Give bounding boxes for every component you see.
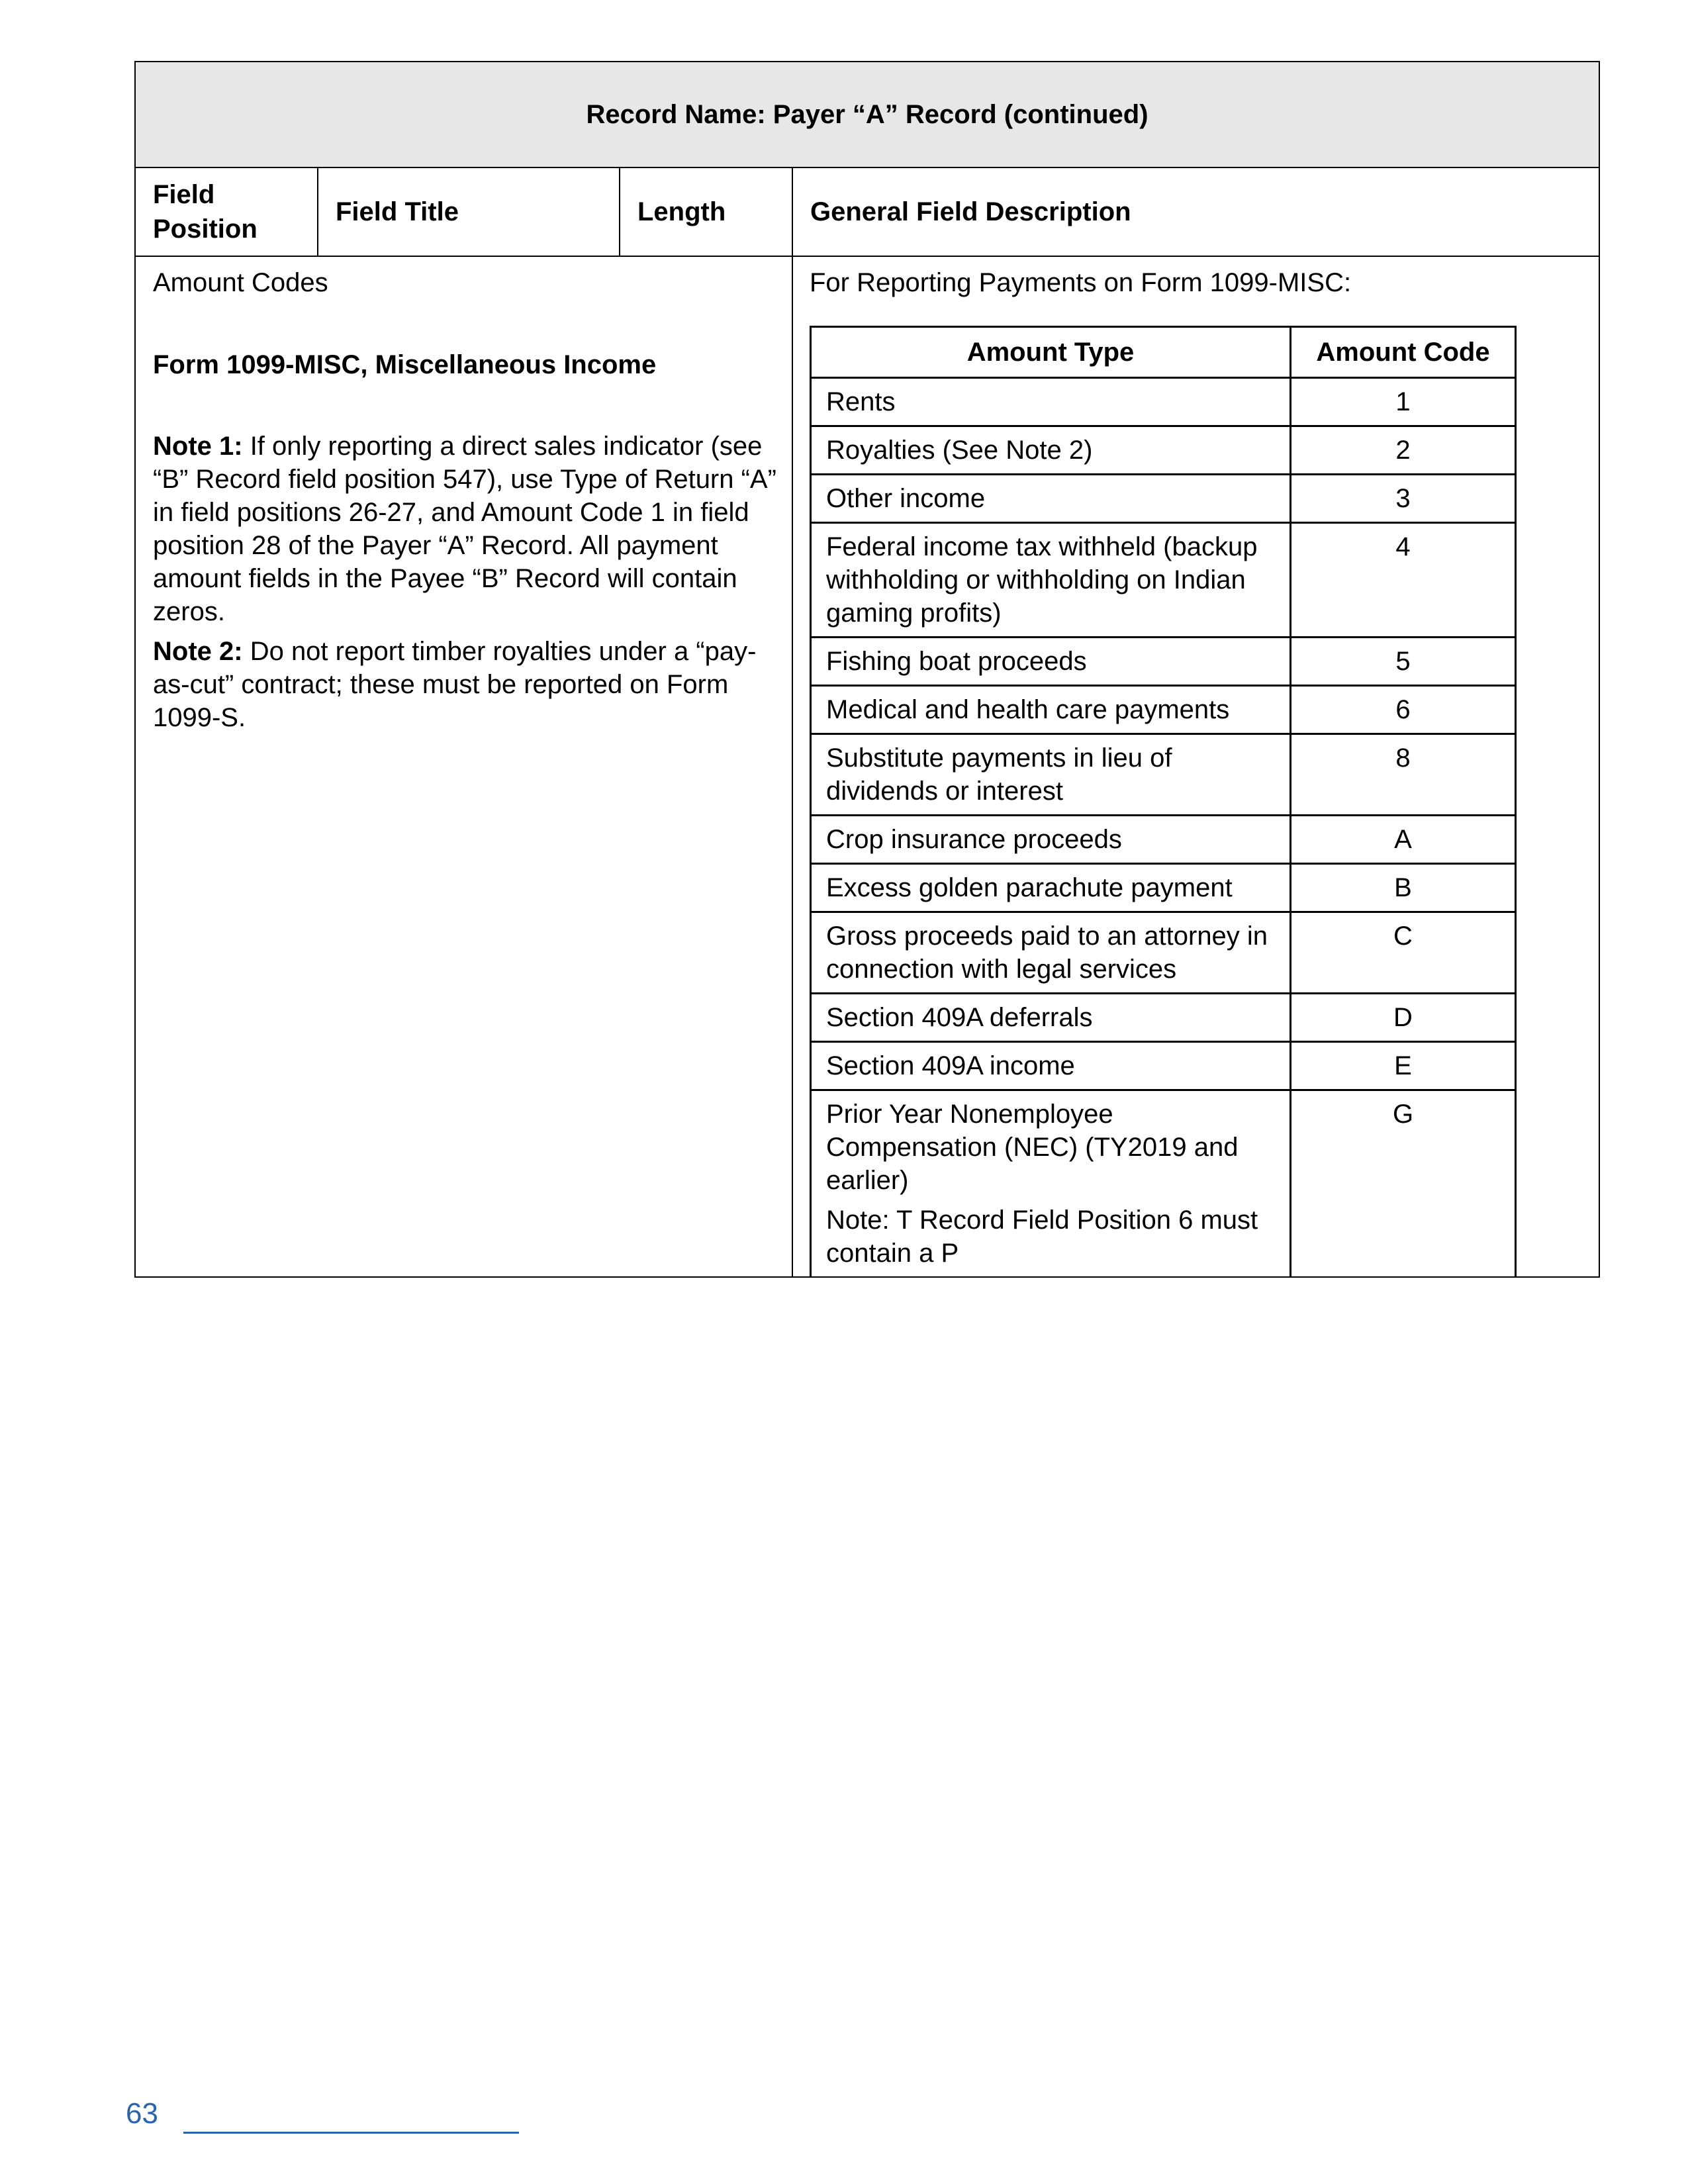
note-1-text: If only reporting a direct sales indicator (see “B” Record field position 547), use Type of Return “A” in field positions 26-27, and Amount Code 1 in field position 28 of the Payer “A” Record. All payment amount fields in the Payee “B” Record will contain zeros. <box>153 432 776 626</box>
amount-type: Federal income tax withheld (backup withholding or withholding on Indian gaming profits) <box>811 523 1291 638</box>
amount-type-header: Amount Type <box>811 327 1291 378</box>
amount-codes-cell <box>136 257 793 1276</box>
record-layout-table <box>134 61 1600 1278</box>
table-row <box>811 638 1516 686</box>
table-row <box>811 686 1516 734</box>
amount-codes-label: Amount Codes <box>153 268 328 297</box>
amount-code: G <box>1291 1090 1516 1277</box>
table-row <box>811 734 1516 816</box>
amount-type-note: Note: T Record Field Position 6 must contain a P <box>826 1206 1258 1268</box>
table-row <box>811 523 1516 638</box>
description-header: General Field Description <box>810 197 1131 226</box>
table-row <box>811 1042 1516 1090</box>
amount-code: 4 <box>1291 523 1516 638</box>
table-row <box>811 816 1516 864</box>
record-name-header: Record Name: Payer “A” Record (continued) <box>136 62 1599 168</box>
amount-type: Fishing boat proceeds <box>811 638 1291 686</box>
amount-type: Medical and health care payments <box>811 686 1291 734</box>
table-row <box>811 378 1516 426</box>
amount-type <box>811 1090 1291 1277</box>
note-2-label: Note 2: <box>153 637 243 666</box>
field-title-header: Field Title <box>318 168 620 256</box>
amount-type: Royalties (See Note 2) <box>811 426 1291 475</box>
field-position-header-line2: Position <box>153 214 258 244</box>
amount-codes-table <box>810 326 1517 1276</box>
table-row <box>811 1090 1516 1277</box>
amount-codes-header-row <box>811 327 1516 378</box>
amount-code-header: Amount Code <box>1291 327 1516 378</box>
amount-type: Rents <box>811 378 1291 426</box>
amount-code: C <box>1291 912 1516 994</box>
amount-type-text: Prior Year Nonemployee Compensation (NEC) (TY2019 and earlier) <box>826 1100 1239 1195</box>
amount-type: Other income <box>811 475 1291 523</box>
field-position-header <box>136 168 318 256</box>
form-title: Form 1099-MISC, Miscellaneous Income <box>153 350 657 379</box>
note-2 <box>153 635 778 734</box>
amount-code: 1 <box>1291 378 1516 426</box>
amount-code: D <box>1291 994 1516 1042</box>
amount-code: A <box>1291 816 1516 864</box>
table-row <box>811 475 1516 523</box>
table-row <box>811 994 1516 1042</box>
field-position-header-line1: Field <box>153 180 215 209</box>
amount-type: Crop insurance proceeds <box>811 816 1291 864</box>
amount-type: Section 409A deferrals <box>811 994 1291 1042</box>
amount-code: 2 <box>1291 426 1516 475</box>
description-cell <box>793 257 1599 1276</box>
footer-rule <box>183 2132 519 2134</box>
note-2-text: Do not report timber royalties under a “pay-as-cut” contract; these must be reported on Form 1099-S. <box>153 637 757 732</box>
amount-code: E <box>1291 1042 1516 1090</box>
amount-code: B <box>1291 864 1516 912</box>
note-1-label: Note 1: <box>153 432 243 461</box>
amount-type: Gross proceeds paid to an attorney in connection with legal services <box>811 912 1291 994</box>
amount-type: Excess golden parachute payment <box>811 864 1291 912</box>
amount-codes-row <box>136 257 1599 1276</box>
amount-code: 5 <box>1291 638 1516 686</box>
table-row <box>811 426 1516 475</box>
amount-code: 3 <box>1291 475 1516 523</box>
amount-code: 6 <box>1291 686 1516 734</box>
length-header: Length <box>620 168 793 256</box>
table-row <box>811 912 1516 994</box>
column-headers <box>136 168 1599 257</box>
page-number: 63 <box>126 2097 158 2130</box>
table-row <box>811 864 1516 912</box>
amount-code: 8 <box>1291 734 1516 816</box>
description-intro: For Reporting Payments on Form 1099-MISC: <box>810 268 1352 297</box>
note-1 <box>153 430 778 628</box>
amount-type: Section 409A income <box>811 1042 1291 1090</box>
amount-type: Substitute payments in lieu of dividends or interest <box>811 734 1291 816</box>
